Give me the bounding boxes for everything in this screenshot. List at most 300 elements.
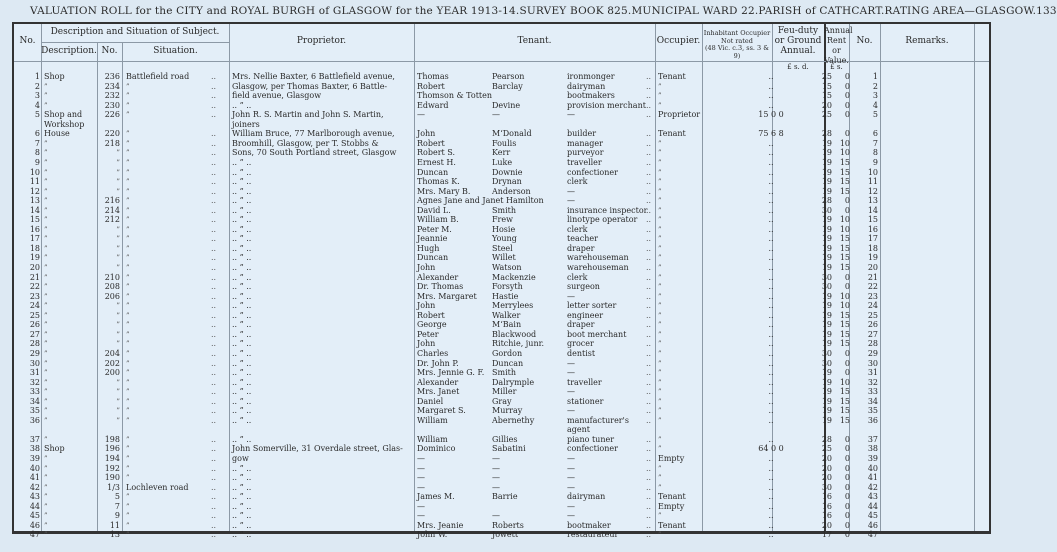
entry-number: 16: [29, 224, 40, 234]
entry-number-right: 42: [867, 482, 878, 492]
occupier: ”: [658, 388, 662, 397]
feu-duty: ..: [768, 339, 774, 349]
occupation: clerk: [567, 224, 588, 234]
header-inhabitant-line: (48 Vic. c.3, ss. 3 & 9): [704, 44, 770, 60]
street-number: 234: [104, 81, 120, 91]
rent-pounds: 30: [821, 282, 832, 292]
page-number: 133: [1036, 5, 1057, 17]
entry-number-right: 45: [867, 511, 878, 521]
leader-dots: ..: [646, 358, 652, 368]
table-row: [14, 120, 989, 130]
street-number: 196: [104, 444, 120, 454]
leader-dots: ..: [646, 167, 652, 177]
entry-number: 32: [29, 377, 40, 387]
leader-dots: ..: [211, 520, 217, 530]
street-number: 226: [104, 110, 120, 120]
street-number: ”: [116, 235, 120, 244]
rent-pounds: 16: [821, 501, 832, 511]
rent-shillings: 0: [844, 454, 850, 463]
proprietor: .. ” ..: [232, 253, 252, 263]
table-row: [14, 168, 989, 178]
occupier: ”: [658, 311, 662, 320]
proprietor: .. ” ..: [232, 530, 252, 540]
occupier: ”: [658, 225, 662, 234]
rent-pounds: 19: [821, 329, 832, 339]
proprietor: .. ” ..: [232, 243, 252, 253]
situation: ”: [126, 158, 130, 167]
occupier: ”: [658, 206, 662, 215]
proprietor: .. ” ..: [232, 234, 252, 244]
table-row: [14, 91, 989, 101]
situation: ”: [126, 101, 130, 110]
rent-pounds: 19: [821, 177, 832, 187]
rent-shillings: 0: [844, 501, 850, 511]
leader-dots: ..: [211, 396, 217, 406]
rent-shillings: 0: [844, 282, 850, 292]
occupation: letter sorter: [567, 301, 617, 311]
rent-pounds: 28: [821, 129, 832, 139]
survey-book: SURVEY BOOK 825.: [519, 5, 632, 17]
rent-pounds: 25: [821, 110, 832, 120]
description: ”: [44, 82, 48, 91]
leader-dots: ..: [646, 205, 652, 215]
rent-shillings: 0: [844, 368, 850, 378]
tenant-first-name: William: [417, 415, 448, 425]
header-inhabitant: [702, 30, 772, 60]
description: ”: [44, 483, 48, 492]
occupier: ”: [658, 435, 662, 444]
situation: ”: [126, 369, 130, 378]
street-number: ”: [116, 378, 120, 387]
leader-dots: ..: [646, 520, 652, 530]
tenant-first-name: William B.: [417, 215, 459, 225]
tenant-first-name: Mrs. Margaret: [417, 291, 477, 301]
street-number: 5: [114, 492, 120, 502]
tenant-last-name: —: [492, 454, 500, 463]
tenant-first-name: Dr. Thomas: [417, 282, 464, 292]
tenant-first-name: Thomas: [417, 72, 449, 81]
tenant-first-name: Dr. John P.: [417, 358, 459, 368]
entry-number-right: 20: [867, 263, 878, 272]
rent-pounds: 19: [821, 138, 832, 148]
tenant-first-name: Mrs. Janet: [417, 387, 460, 397]
rent-shillings: 10: [839, 215, 850, 225]
leader-dots: ..: [211, 215, 217, 225]
feu-duty: ..: [768, 511, 774, 521]
tenant-last-name: —: [492, 110, 500, 120]
rent-shillings: 0: [844, 511, 850, 521]
situation: ”: [126, 311, 130, 320]
entry-number-right: 22: [867, 282, 878, 292]
description: Shop and: [44, 110, 83, 120]
description: ”: [44, 493, 48, 502]
situation: ”: [126, 92, 130, 101]
table-row: [14, 511, 989, 521]
leader-dots: ..: [211, 91, 217, 101]
tenant-last-name: —: [492, 511, 500, 521]
tenant-first-name: Mrs. Jennie G. F.: [417, 368, 485, 378]
leader-dots: ..: [646, 186, 652, 196]
entry-number: 29: [29, 348, 40, 358]
rent-pounds: 19: [821, 234, 832, 244]
rent-shillings: 15: [839, 329, 850, 339]
feu-duty: ..: [768, 482, 774, 492]
leader-dots: ..: [646, 530, 652, 540]
street-number: 236: [104, 72, 120, 81]
feu-duty: ..: [768, 463, 774, 473]
tenant-first-name: Charles: [417, 348, 449, 358]
rent-shillings: 10: [839, 148, 850, 158]
proprietor: .. ” ..: [232, 215, 252, 225]
entry-number: 12: [29, 186, 40, 196]
proprietor: Broomhill, Glasgow, per T. Stobbs &: [232, 138, 379, 148]
rent-shillings: 0: [844, 100, 850, 110]
description: ”: [44, 273, 48, 282]
table-row: [14, 234, 989, 244]
description: ”: [44, 216, 48, 225]
entry-number: 43: [29, 492, 40, 502]
feu-duty: ..: [768, 454, 774, 463]
rent-shillings: 0: [844, 272, 850, 282]
tenant-first-name: Ernest H.: [417, 157, 456, 167]
occupier: ”: [658, 330, 662, 339]
street-number: ”: [116, 330, 120, 339]
leader-dots: ..: [211, 492, 217, 502]
rent-shillings: 0: [844, 530, 850, 540]
rent-pounds: 19: [821, 387, 832, 397]
leader-dots: ..: [211, 167, 217, 177]
street-number: 220: [104, 129, 120, 139]
header-proprietor: Proprietor.: [296, 36, 347, 46]
leader-dots: ..: [646, 215, 652, 225]
table-row: [14, 483, 989, 493]
rent-shillings: 15: [839, 310, 850, 320]
tenant-last-name: Jowett: [492, 530, 519, 540]
occupier: ”: [658, 464, 662, 473]
entry-number: 47: [29, 530, 40, 540]
leader-dots: ..: [211, 530, 217, 540]
feu-duty: ..: [768, 396, 774, 406]
tenant-last-name: Downie: [492, 167, 523, 177]
tenant-last-name: Hastie: [492, 291, 519, 301]
feu-duty: ..: [768, 301, 774, 311]
rent-pounds: 30: [821, 348, 832, 358]
leader-dots: ..: [211, 310, 217, 320]
occupier: ”: [658, 216, 662, 225]
leader-dots: ..: [646, 196, 652, 206]
occupier: ”: [658, 178, 662, 187]
occupier: ”: [658, 407, 662, 416]
occupier: ”: [658, 168, 662, 177]
situation: ”: [126, 340, 130, 349]
table-row: [14, 416, 989, 426]
occupier: ”: [658, 531, 662, 540]
proprietor: .. ” ..: [232, 339, 252, 349]
leader-dots: ..: [646, 454, 652, 463]
street-number: ”: [116, 397, 120, 406]
entry-number-right: 23: [867, 291, 878, 301]
tenant-last-name: Walker: [492, 310, 521, 320]
rent-pounds: 15: [821, 81, 832, 91]
rent-pounds: 16: [821, 511, 832, 521]
entry-number-right: 33: [867, 387, 878, 397]
proprietor: .. ” ..: [232, 263, 252, 272]
street-number: ”: [116, 168, 120, 177]
table-row: [14, 139, 989, 149]
description: ”: [44, 264, 48, 272]
leader-dots: ..: [211, 301, 217, 311]
occupation: stationer: [567, 396, 604, 406]
table-row: [14, 454, 989, 464]
rent-shillings: 0: [844, 348, 850, 358]
proprietor: joiners: [232, 119, 260, 129]
occupier: ”: [658, 302, 662, 311]
street-number: ”: [116, 388, 120, 397]
occupation: draper: [567, 320, 595, 330]
rent-shillings: 0: [844, 482, 850, 492]
occupier: ”: [658, 340, 662, 349]
table-row: [14, 435, 989, 445]
rent-shillings: 0: [844, 205, 850, 215]
tenant-last-name: Watson: [492, 263, 522, 272]
entry-number: 24: [29, 301, 40, 311]
tenant-last-name: Murray: [492, 406, 523, 416]
feu-duty: 15 0 0: [758, 110, 784, 120]
situation: ”: [126, 178, 130, 187]
feu-duty: ..: [768, 186, 774, 196]
street-number: ”: [116, 407, 120, 416]
entry-number: 27: [29, 329, 40, 339]
rent-pounds: 16: [821, 492, 832, 502]
table-row: [14, 530, 989, 540]
situation: ”: [126, 149, 130, 158]
occupier: ”: [658, 416, 662, 425]
rent-shillings: 10: [839, 291, 850, 301]
leader-dots: ..: [211, 406, 217, 416]
feu-duty: ..: [768, 368, 774, 378]
tenant-first-name: Dominico: [417, 444, 456, 454]
entry-number-right: 44: [867, 501, 878, 511]
table-row: [14, 349, 989, 359]
table-row: [14, 425, 989, 435]
description: ”: [44, 149, 48, 158]
table-row: [14, 72, 989, 82]
leader-dots: ..: [211, 434, 217, 444]
feu-duty: ..: [768, 91, 774, 101]
table-row: [14, 244, 989, 254]
rent-shillings: 0: [844, 358, 850, 368]
entry-number: 36: [29, 415, 40, 425]
entry-number-right: 19: [867, 253, 878, 263]
situation: ”: [126, 397, 130, 406]
feu-duty: ..: [768, 72, 774, 81]
description: ”: [44, 512, 48, 521]
description: ”: [44, 235, 48, 244]
proprietor: .. ” ..: [232, 196, 252, 206]
rent-shillings: 15: [839, 177, 850, 187]
header-feu-line: Feu-duty: [777, 26, 819, 36]
leader-dots: ..: [646, 110, 652, 120]
table-row: [14, 177, 989, 187]
situation: ”: [126, 321, 130, 330]
leader-dots: ..: [646, 310, 652, 320]
situation: Lochleven road: [126, 482, 189, 492]
tenant-first-name: Hugh: [417, 243, 440, 253]
description: ”: [44, 407, 48, 416]
leader-dots: ..: [211, 243, 217, 253]
rent-pounds: 19: [821, 157, 832, 167]
entry-number-right: 46: [867, 520, 878, 530]
occupation: dentist: [567, 348, 596, 358]
entry-number: 33: [29, 387, 40, 397]
street-number: 206: [104, 291, 120, 301]
description: ”: [44, 178, 48, 187]
feu-duty: ..: [768, 282, 774, 292]
tenant-first-name: John W.: [417, 530, 448, 540]
proprietor: .. ” ..: [232, 387, 252, 397]
rent-shillings: 15: [839, 396, 850, 406]
table-row: [14, 492, 989, 502]
table-row: [14, 82, 989, 92]
tenant-first-name: Duncan: [417, 167, 449, 177]
situation: ”: [126, 388, 130, 397]
street-number: ”: [116, 416, 120, 425]
entry-number-right: 41: [867, 473, 878, 483]
leader-dots: ..: [646, 511, 652, 521]
occupier: ”: [658, 283, 662, 292]
leader-dots: ..: [646, 368, 652, 378]
occupier: ”: [658, 254, 662, 263]
leader-dots: ..: [646, 138, 652, 148]
tenant-last-name: Smith: [492, 368, 516, 378]
occupation: confectioner: [567, 167, 618, 177]
rent-shillings: 15: [839, 157, 850, 167]
leader-dots: ..: [211, 282, 217, 292]
street-number: ”: [116, 187, 120, 196]
street-number: ”: [116, 244, 120, 253]
rent-pounds: 19: [821, 148, 832, 158]
situation: ”: [126, 139, 130, 148]
tenant-last-name: M‘Donald: [492, 129, 532, 139]
rent-pounds: 19: [821, 253, 832, 263]
street-number: 210: [104, 272, 120, 282]
situation: ”: [126, 197, 130, 206]
proprietor: .. ” ..: [232, 482, 252, 492]
tenant-first-name: Alexander: [417, 377, 459, 387]
leader-dots: ..: [646, 234, 652, 244]
tenant-last-name: —: [492, 463, 500, 473]
street-number: ”: [116, 225, 120, 234]
rent-pounds: 19: [821, 215, 832, 225]
occupation: —: [567, 463, 575, 473]
occupier: ”: [658, 445, 662, 454]
proprietor: .. ” ..: [232, 377, 252, 387]
occupier: Empty: [658, 454, 685, 463]
tenant-last-name: Kerr: [492, 148, 511, 158]
rent-shillings: 0: [844, 444, 850, 454]
entry-number-right: 26: [867, 320, 878, 330]
leader-dots: ..: [211, 81, 217, 91]
entry-number-right: 43: [867, 492, 878, 502]
leader-dots: ..: [646, 463, 652, 473]
situation: ”: [126, 225, 130, 234]
occupier: ”: [658, 92, 662, 101]
occupier: ”: [658, 273, 662, 282]
rent-pounds: 28: [821, 434, 832, 444]
situation: ”: [126, 445, 130, 454]
occupation: grocer: [567, 339, 594, 349]
rent-pounds: 17: [821, 530, 832, 540]
tenant-last-name: Gray: [492, 396, 512, 406]
street-number: ”: [116, 302, 120, 311]
entry-number: 23: [29, 291, 40, 301]
occupier: ”: [658, 235, 662, 244]
tenant-last-name: Miller: [492, 387, 517, 397]
tenant-last-name: Steel: [492, 243, 513, 253]
entry-number: 6: [34, 129, 40, 139]
street-number: ”: [116, 158, 120, 167]
street-number: ”: [116, 254, 120, 263]
proprietor: .. ” ..: [232, 492, 252, 502]
description: House: [44, 129, 70, 139]
occupation: warehouseman: [567, 263, 629, 272]
feu-duty: ..: [768, 358, 774, 368]
occupier: Tenant: [658, 72, 686, 81]
header-remarks: Remarks.: [905, 36, 949, 46]
rent-pounds: 19: [821, 339, 832, 349]
leader-dots: ..: [211, 387, 217, 397]
description: ”: [44, 187, 48, 196]
occupier: Tenant: [658, 492, 686, 502]
entry-number: 20: [29, 263, 40, 272]
tenant-last-name: Pearson: [492, 72, 525, 81]
table-row: [14, 253, 989, 263]
leader-dots: ..: [211, 157, 217, 167]
rent-shillings: 15: [839, 243, 850, 253]
entry-number-right: 16: [867, 224, 878, 234]
header-no-right: No.: [856, 36, 873, 46]
street-number: ”: [116, 321, 120, 330]
street-number: 216: [104, 196, 120, 206]
occupier: ”: [658, 474, 662, 483]
occupation: purveyor: [567, 148, 604, 158]
table-row: [14, 101, 989, 111]
situation: ”: [126, 244, 130, 253]
occupation: agent: [567, 425, 590, 435]
entry-number-right: 38: [867, 444, 878, 454]
rating-area: RATING AREA—GLASGOW.: [884, 5, 1037, 17]
tenant-first-name: John: [417, 301, 436, 311]
entry-number: 41: [29, 473, 40, 483]
leader-dots: ..: [646, 177, 652, 187]
description: ”: [44, 349, 48, 358]
street-number: ”: [116, 178, 120, 187]
leader-dots: ..: [646, 434, 652, 444]
tenant-last-name: M‘Bain: [492, 320, 522, 330]
description: ”: [44, 435, 48, 444]
entry-number-right: 15: [867, 215, 878, 225]
street-number: 11: [109, 520, 120, 530]
tenant-first-name: David L.: [417, 205, 451, 215]
feu-duty: ..: [768, 215, 774, 225]
header-number: No.: [101, 46, 118, 56]
tenant-first-name: Edward: [417, 100, 449, 110]
entry-number: 28: [29, 339, 40, 349]
table-row: [14, 273, 989, 283]
feu-duty: ..: [768, 81, 774, 91]
header-tenant: Tenant.: [517, 36, 552, 46]
description: ”: [44, 359, 48, 368]
